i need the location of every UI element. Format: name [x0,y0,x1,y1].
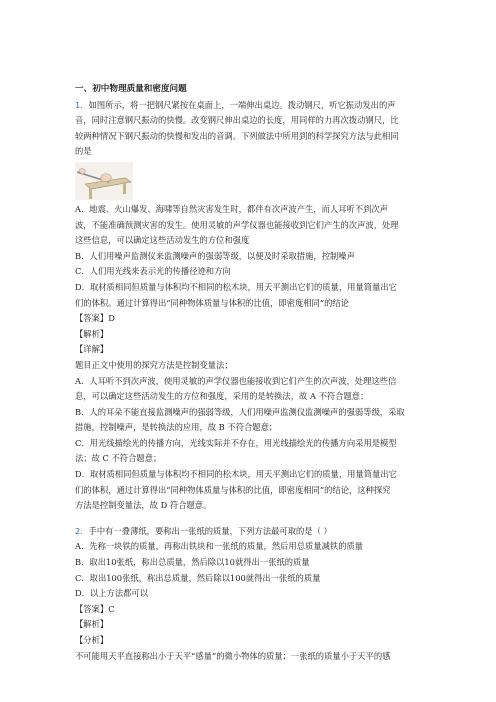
q2-fenxi-label: 【分析】 [75,635,109,645]
q1-option-b: B．人们用噪声监测仪来监测噪声的强弱等级，以便及时采取措施，控制噪声 [75,250,355,261]
q1-stem-line: 的是 [75,146,92,157]
q1-answer: 【答案】D [75,313,115,324]
q1-detail-line: 们的体积，通过计算得出“同种物体质量与体积的比值，即密度相同”的结论，这种探究 [75,484,391,495]
section-title: 一、初中物理质量和密度问题 [75,84,187,94]
q2-number: 2． [75,525,89,536]
q1-option-a-cont: 这些信息，可以确定这些活动发生的方位和强度 [75,235,250,246]
q1-detail-line: 题目正文中使用的探究方法是控制变量法； [75,359,233,370]
q2-analysis-label: 【解析】 [75,619,109,630]
q1-number: 1． [75,99,89,110]
q1-stem-line: 音，同时注意钢尺振动的快慢。改变钢尺伸出桌边的长度，用同样的力再次拨动钢尺，比 [75,115,399,126]
q1-analysis-label: 【解析】 [75,328,109,339]
q1-detail-line: 法；故 C 不符合题意； [75,453,162,464]
q1-detail-line: C．用光线描绘光的传播方向，光线实际并不存在，用光线描绘光的传播方向采用是模型 [75,437,397,448]
q1-stem-line [75,98,425,114]
q1-stem-text: 如图所示，将一把钢尺紧按在桌面上，一端伸出桌边。拨动钢尺，听它振动发出的声 [88,99,396,110]
q1-option-a: A．地震、火山爆发、海啸等自然灾害发生时，都伴有次声波产生，而人耳听不到次声 [75,203,388,214]
question-gap [75,514,425,524]
q1-detail-line: D．取材质相同但质量与体积均不相同的松木块，用天平测出它们的质量，用量筒量出它 [75,469,397,480]
q2-fenxi-line: 不可能用天平直接称出小于天平“感量”的微小物体的质量；一张纸的质量小于天平的感 [75,650,391,661]
q2-answer: 【答案】C [75,603,115,614]
q2-stem-text: 手中有一叠薄纸，要称出一张纸的质量，下列方法最可取的是（ ） [88,525,332,536]
q1-option-c: C．人们用光线来表示光的传播径迹和方向 [75,266,231,277]
q1-detail-line: A．人耳听不到次声波，使用灵敏的声学仪器也能接收到它们产生的次声波，处理这些信 [75,375,397,386]
q2-option-c: C．取出100张纸，称出总质量，然后除以100就得出一张纸的质量 [75,572,321,583]
q1-option-a-cont: 波，不能准确预测灾害的发生。使用灵敏的声学仪器也能接收到它们产生的次声波，处理 [75,219,399,230]
q1-detail-line: 措施，控制噪声，是转换法的应用，故 B 不符合题意； [75,422,278,433]
question-content [75,82,425,664]
q1-detail-line: 方法是控制变量法，故 D 符合题意。 [75,500,212,511]
ruler-on-table-figure [75,162,133,200]
q2-option-d: D．以上方法都可以 [75,588,149,599]
q2-option-b: B．取出10张纸，称出总质量，然后除以10就得出一张纸的质量 [75,557,310,568]
q1-detail-line: 息，可以确定这些活动发生的方位和强度，采用的是转换法，故 A 不符合题意； [75,391,369,402]
q1-detail-label: 【详解】 [75,344,109,355]
q1-option-d-cont: 们的体积。通过计算得出“同种物体质量与体积的比值，即密度相同”的结论 [75,297,349,308]
q2-stem-line [75,524,425,540]
q1-stem-line: 较两种情况下钢尺振动的快慢和发出的音调。下列做法中所用到的科学探究方法与此相同 [75,130,399,141]
q1-detail-line: B．人的耳朵不能直接监测噪声的强弱等级，人们用噪声监测仪监测噪声的强弱等级，采取 [75,406,405,417]
q1-option-d: D．取材质相同但质量与体积均不相同的松木块，用天平测出它们的质量，用量筒量出它 [75,281,397,292]
q2-option-a: A．先称一块铁的质量，再称出铁块和一张纸的质量，然后用总质量减铁的质量 [75,541,364,552]
